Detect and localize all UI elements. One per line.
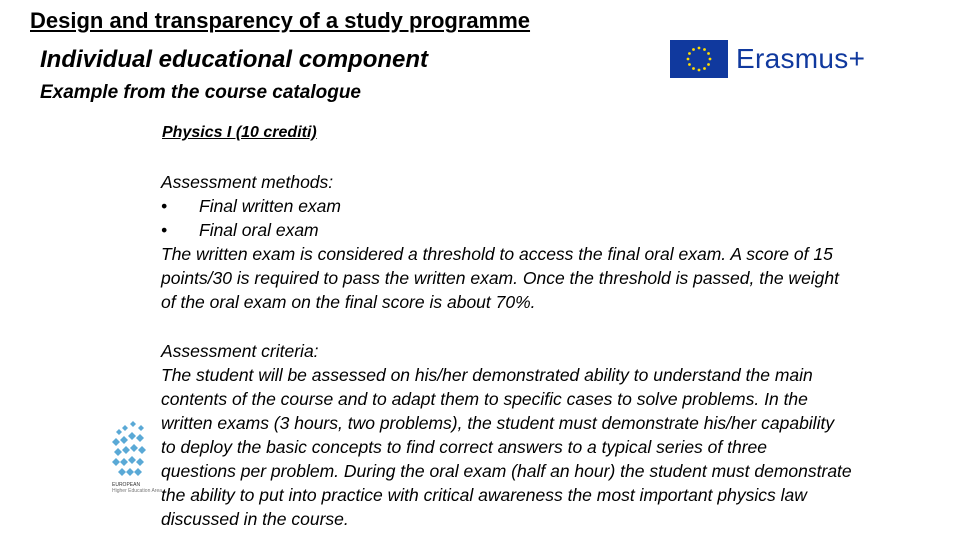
text-line: discussed in the course.: [161, 509, 349, 529]
assessment-criteria-label: Assessment criteria:: [161, 341, 319, 361]
slide-subsubtitle: Example from the course catalogue: [40, 82, 361, 103]
eu-star-icon: [707, 52, 710, 55]
eu-star-icon: [688, 52, 691, 55]
text-line: points/30 is required to pass the written exam. Once the threshold is passed, the weight: [161, 268, 840, 288]
eu-star-icon: [692, 67, 695, 70]
ehea-logo-text: [112, 482, 162, 494]
text-line: contents of the course and to adapt them to specific cases to solve problems. In the: [161, 389, 808, 409]
eu-star-icon: [707, 63, 710, 66]
eu-star-icon: [703, 67, 706, 70]
bullet-text: Final oral exam: [199, 220, 319, 240]
erasmus-logo: [670, 40, 865, 78]
text-line: questions per problem. During the oral exam (half an hour) the student must demonstrate: [161, 461, 852, 481]
text-line: The written exam is considered a threshold to access the final oral exam. A score of 15: [161, 244, 833, 264]
eu-flag-icon: [670, 40, 728, 78]
bullet-icon: •: [161, 196, 168, 216]
assessment-criteria-section: [161, 339, 951, 531]
bullet-icon: •: [161, 220, 168, 240]
ehea-logo-line1: EUROPEAN: [112, 482, 141, 488]
eu-star-icon: [698, 47, 701, 50]
slide-subtitle: Individual educational component: [40, 46, 429, 73]
text-line: The student will be assessed on his/her demonstrated ability to understand the main: [161, 365, 813, 385]
erasmus-logo-text: Erasmus+: [736, 43, 866, 74]
ehea-logo-line2: Higher Education Area: [112, 488, 163, 494]
assessment-methods-label: Assessment methods:: [161, 172, 334, 192]
text-line: written exams (3 hours, two problems), the student must demonstrate his/her capability: [161, 413, 835, 433]
list-item: [161, 194, 951, 218]
eu-star-icon: [687, 58, 690, 61]
course-heading: Physics I (10 crediti): [162, 124, 317, 141]
text-line: to deploy the basic concepts to find correct answers to a typical series of three: [161, 437, 768, 457]
bullet-text: Final written exam: [199, 196, 341, 216]
text-line: of the oral exam on the final score is about 70%.: [161, 292, 536, 312]
eu-star-icon: [709, 58, 712, 61]
slide-title: Design and transparency of a study programme: [30, 8, 531, 33]
list-item: [161, 218, 951, 242]
eu-star-icon: [698, 69, 701, 72]
ehea-logo-icon: [108, 418, 164, 508]
eu-star-icon: [692, 48, 695, 51]
text-line: the ability to put into practice with critical awareness the most important physics law: [161, 485, 807, 505]
assessment-methods-section: [161, 170, 951, 314]
eu-star-icon: [703, 48, 706, 51]
eu-star-icon: [688, 63, 691, 66]
